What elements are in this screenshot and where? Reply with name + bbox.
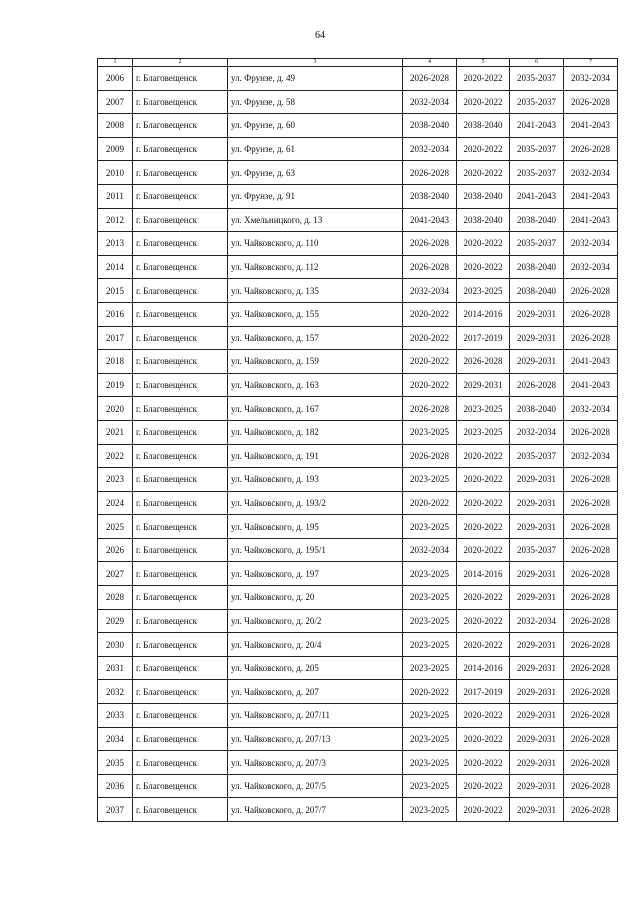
address-cell: ул. Чайковского, д. 159: [228, 350, 403, 374]
period-col-7: 2026-2028: [564, 137, 618, 161]
period-col-4: 2026-2028: [403, 255, 457, 279]
period-col-5: 2023-2025: [457, 279, 510, 303]
address-cell: ул. Чайковского, д. 207/13: [228, 727, 403, 751]
table-row: [98, 255, 618, 279]
table-row: [98, 232, 618, 256]
table-row: [98, 208, 618, 232]
header-col-5: 5: [457, 59, 510, 67]
period-col-4: 2023-2025: [403, 420, 457, 444]
period-col-7: 2041-2043: [564, 350, 618, 374]
period-col-5: 2020-2022: [457, 137, 510, 161]
period-col-4: 2020-2022: [403, 326, 457, 350]
period-col-7: 2026-2028: [564, 90, 618, 114]
row-number: 2008: [98, 114, 133, 138]
period-col-7: 2026-2028: [564, 538, 618, 562]
table-row: [98, 586, 618, 610]
row-number: 2037: [98, 798, 133, 822]
row-number: 2034: [98, 727, 133, 751]
period-col-5: 2020-2022: [457, 798, 510, 822]
address-cell: ул. Чайковского, д. 167: [228, 397, 403, 421]
period-col-6: 2029-2031: [510, 704, 564, 728]
address-cell: ул. Фрунзе, д. 91: [228, 184, 403, 208]
row-number: 2006: [98, 67, 133, 91]
table-row: [98, 515, 618, 539]
city-cell: г. Благовещенск: [133, 656, 228, 680]
period-col-4: 2026-2028: [403, 397, 457, 421]
address-cell: ул. Чайковского, д. 207/5: [228, 774, 403, 798]
period-col-6: 2032-2034: [510, 609, 564, 633]
period-col-4: 2023-2025: [403, 727, 457, 751]
table-body: [98, 67, 618, 822]
city-cell: г. Благовещенск: [133, 279, 228, 303]
period-col-5: 2020-2022: [457, 727, 510, 751]
period-col-4: 2023-2025: [403, 515, 457, 539]
period-col-6: 2035-2037: [510, 444, 564, 468]
period-col-6: 2041-2043: [510, 114, 564, 138]
period-col-4: 2023-2025: [403, 468, 457, 492]
period-col-6: 2029-2031: [510, 751, 564, 775]
period-col-6: 2038-2040: [510, 208, 564, 232]
table-row: [98, 633, 618, 657]
period-col-4: 2023-2025: [403, 798, 457, 822]
period-col-7: 2026-2028: [564, 468, 618, 492]
address-cell: ул. Фрунзе, д. 60: [228, 114, 403, 138]
period-col-4: 2032-2034: [403, 279, 457, 303]
period-col-7: 2041-2043: [564, 208, 618, 232]
table-row: [98, 538, 618, 562]
period-col-7: 2032-2034: [564, 232, 618, 256]
address-cell: ул. Чайковского, д. 155: [228, 302, 403, 326]
row-number: 2011: [98, 184, 133, 208]
period-col-4: 2032-2034: [403, 137, 457, 161]
table-row: [98, 90, 618, 114]
city-cell: г. Благовещенск: [133, 90, 228, 114]
table-row: [98, 491, 618, 515]
city-cell: г. Благовещенск: [133, 350, 228, 374]
period-col-6: 2038-2040: [510, 397, 564, 421]
period-col-5: 2017-2019: [457, 680, 510, 704]
address-cell: ул. Хмельницкого, д. 13: [228, 208, 403, 232]
period-col-6: 2029-2031: [510, 515, 564, 539]
period-col-5: 2023-2025: [457, 397, 510, 421]
period-col-5: 2020-2022: [457, 491, 510, 515]
address-cell: ул. Чайковского, д. 157: [228, 326, 403, 350]
period-col-5: 2020-2022: [457, 90, 510, 114]
city-cell: г. Благовещенск: [133, 373, 228, 397]
row-number: 2036: [98, 774, 133, 798]
period-col-6: 2035-2037: [510, 538, 564, 562]
row-number: 2015: [98, 279, 133, 303]
period-col-4: 2038-2040: [403, 184, 457, 208]
period-col-6: 2029-2031: [510, 562, 564, 586]
row-number: 2024: [98, 491, 133, 515]
page-number: 64: [315, 30, 325, 41]
period-col-7: 2026-2028: [564, 609, 618, 633]
table-row: [98, 137, 618, 161]
period-col-6: 2029-2031: [510, 586, 564, 610]
period-col-5: 2023-2025: [457, 420, 510, 444]
address-cell: ул. Чайковского, д. 112: [228, 255, 403, 279]
period-col-4: 2023-2025: [403, 774, 457, 798]
period-col-4: 2026-2028: [403, 232, 457, 256]
period-col-7: 2032-2034: [564, 255, 618, 279]
table-row: [98, 114, 618, 138]
period-col-6: 2041-2043: [510, 184, 564, 208]
period-col-4: 2032-2034: [403, 538, 457, 562]
address-cell: ул. Фрунзе, д. 58: [228, 90, 403, 114]
city-cell: г. Благовещенск: [133, 586, 228, 610]
period-col-7: 2026-2028: [564, 798, 618, 822]
period-col-6: 2029-2031: [510, 774, 564, 798]
city-cell: г. Благовещенск: [133, 420, 228, 444]
table-row: [98, 350, 618, 374]
period-col-7: 2026-2028: [564, 326, 618, 350]
table-row: [98, 397, 618, 421]
address-cell: ул. Чайковского, д. 195/1: [228, 538, 403, 562]
period-col-7: 2041-2043: [564, 114, 618, 138]
period-col-5: 2020-2022: [457, 633, 510, 657]
address-cell: ул. Чайковского, д. 163: [228, 373, 403, 397]
period-col-6: 2029-2031: [510, 468, 564, 492]
period-col-5: 2038-2040: [457, 208, 510, 232]
address-cell: ул. Чайковского, д. 205: [228, 656, 403, 680]
city-cell: г. Благовещенск: [133, 326, 228, 350]
table-row: [98, 656, 618, 680]
row-number: 2013: [98, 232, 133, 256]
period-col-5: 2038-2040: [457, 184, 510, 208]
row-number: 2017: [98, 326, 133, 350]
period-col-5: 2014-2016: [457, 562, 510, 586]
header-col-3: 3: [228, 59, 403, 67]
header-col-7: 7: [564, 59, 618, 67]
city-cell: г. Благовещенск: [133, 114, 228, 138]
period-col-4: 2023-2025: [403, 704, 457, 728]
city-cell: г. Благовещенск: [133, 727, 228, 751]
row-number: 2016: [98, 302, 133, 326]
period-col-6: 2035-2037: [510, 232, 564, 256]
city-cell: г. Благовещенск: [133, 609, 228, 633]
city-cell: г. Благовещенск: [133, 468, 228, 492]
city-cell: г. Благовещенск: [133, 704, 228, 728]
period-col-6: 2035-2037: [510, 137, 564, 161]
period-col-6: 2029-2031: [510, 491, 564, 515]
period-col-7: 2032-2034: [564, 444, 618, 468]
period-col-5: 2020-2022: [457, 161, 510, 185]
period-col-6: 2038-2040: [510, 279, 564, 303]
period-col-4: 2023-2025: [403, 609, 457, 633]
row-number: 2030: [98, 633, 133, 657]
row-number: 2028: [98, 586, 133, 610]
row-number: 2010: [98, 161, 133, 185]
period-col-6: 2026-2028: [510, 373, 564, 397]
row-number: 2019: [98, 373, 133, 397]
table-header: [98, 59, 618, 67]
table-row: [98, 420, 618, 444]
table-row: [98, 704, 618, 728]
period-col-7: 2026-2028: [564, 279, 618, 303]
row-number: 2021: [98, 420, 133, 444]
table-row: [98, 798, 618, 822]
address-cell: ул. Чайковского, д. 20/4: [228, 633, 403, 657]
row-number: 2027: [98, 562, 133, 586]
header-col-1: 1: [98, 59, 133, 67]
header-col-2: 2: [133, 59, 228, 67]
row-number: 2012: [98, 208, 133, 232]
period-col-4: 2023-2025: [403, 633, 457, 657]
period-col-5: 2017-2019: [457, 326, 510, 350]
table-row: [98, 184, 618, 208]
period-col-6: 2029-2031: [510, 680, 564, 704]
period-col-7: 2026-2028: [564, 633, 618, 657]
table-row: [98, 279, 618, 303]
period-col-4: 2023-2025: [403, 562, 457, 586]
address-cell: ул. Чайковского, д. 20: [228, 586, 403, 610]
period-col-5: 2026-2028: [457, 350, 510, 374]
period-col-7: 2032-2034: [564, 67, 618, 91]
address-cell: ул. Чайковского, д. 195: [228, 515, 403, 539]
city-cell: г. Благовещенск: [133, 232, 228, 256]
row-number: 2029: [98, 609, 133, 633]
period-col-7: 2026-2028: [564, 420, 618, 444]
city-cell: г. Благовещенск: [133, 680, 228, 704]
row-number: 2026: [98, 538, 133, 562]
table-row: [98, 774, 618, 798]
city-cell: г. Благовещенск: [133, 562, 228, 586]
row-number: 2025: [98, 515, 133, 539]
period-col-7: 2026-2028: [564, 515, 618, 539]
period-col-6: 2032-2034: [510, 420, 564, 444]
address-cell: ул. Чайковского, д. 20/2: [228, 609, 403, 633]
registry-table: [97, 58, 618, 822]
period-col-5: 2020-2022: [457, 255, 510, 279]
header-col-6: 6: [510, 59, 564, 67]
table-row: [98, 609, 618, 633]
city-cell: г. Благовещенск: [133, 208, 228, 232]
period-col-6: 2038-2040: [510, 255, 564, 279]
row-number: 2014: [98, 255, 133, 279]
period-col-5: 2020-2022: [457, 751, 510, 775]
address-cell: ул. Чайковского, д. 207: [228, 680, 403, 704]
address-cell: ул. Чайковского, д. 207/11: [228, 704, 403, 728]
row-number: 2023: [98, 468, 133, 492]
row-number: 2009: [98, 137, 133, 161]
period-col-4: 2032-2034: [403, 90, 457, 114]
address-cell: ул. Фрунзе, д. 49: [228, 67, 403, 91]
period-col-6: 2029-2031: [510, 798, 564, 822]
period-col-4: 2023-2025: [403, 656, 457, 680]
period-col-4: 2038-2040: [403, 114, 457, 138]
row-number: 2031: [98, 656, 133, 680]
row-number: 2033: [98, 704, 133, 728]
period-col-6: 2029-2031: [510, 727, 564, 751]
period-col-7: 2026-2028: [564, 680, 618, 704]
city-cell: г. Благовещенск: [133, 161, 228, 185]
period-col-4: 2026-2028: [403, 444, 457, 468]
period-col-5: 2020-2022: [457, 704, 510, 728]
address-cell: ул. Фрунзе, д. 63: [228, 161, 403, 185]
city-cell: г. Благовещенск: [133, 444, 228, 468]
city-cell: г. Благовещенск: [133, 751, 228, 775]
address-cell: ул. Чайковского, д. 182: [228, 420, 403, 444]
table-row: [98, 444, 618, 468]
period-col-6: 2035-2037: [510, 90, 564, 114]
city-cell: г. Благовещенск: [133, 255, 228, 279]
period-col-5: 2038-2040: [457, 114, 510, 138]
city-cell: г. Благовещенск: [133, 774, 228, 798]
row-number: 2022: [98, 444, 133, 468]
period-col-5: 2014-2016: [457, 302, 510, 326]
period-col-5: 2020-2022: [457, 586, 510, 610]
city-cell: г. Благовещенск: [133, 67, 228, 91]
period-col-7: 2041-2043: [564, 184, 618, 208]
address-cell: ул. Чайковского, д. 191: [228, 444, 403, 468]
table-row: [98, 326, 618, 350]
table-row: [98, 373, 618, 397]
header-row: [98, 59, 618, 67]
city-cell: г. Благовещенск: [133, 633, 228, 657]
period-col-6: 2029-2031: [510, 326, 564, 350]
period-col-7: 2026-2028: [564, 586, 618, 610]
address-cell: ул. Чайковского, д. 193: [228, 468, 403, 492]
address-cell: ул. Чайковского, д. 197: [228, 562, 403, 586]
period-col-7: 2026-2028: [564, 491, 618, 515]
period-col-6: 2035-2037: [510, 161, 564, 185]
period-col-6: 2029-2031: [510, 656, 564, 680]
city-cell: г. Благовещенск: [133, 538, 228, 562]
row-number: 2020: [98, 397, 133, 421]
period-col-7: 2026-2028: [564, 751, 618, 775]
period-col-5: 2020-2022: [457, 67, 510, 91]
table-row: [98, 67, 618, 91]
period-col-4: 2026-2028: [403, 67, 457, 91]
period-col-4: 2020-2022: [403, 350, 457, 374]
period-col-4: 2020-2022: [403, 680, 457, 704]
period-col-7: 2026-2028: [564, 656, 618, 680]
table-row: [98, 562, 618, 586]
city-cell: г. Благовещенск: [133, 302, 228, 326]
period-col-5: 2014-2016: [457, 656, 510, 680]
city-cell: г. Благовещенск: [133, 515, 228, 539]
table-row: [98, 468, 618, 492]
period-col-5: 2029-2031: [457, 373, 510, 397]
table-row: [98, 727, 618, 751]
city-cell: г. Благовещенск: [133, 137, 228, 161]
period-col-6: 2035-2037: [510, 67, 564, 91]
address-cell: ул. Фрунзе, д. 61: [228, 137, 403, 161]
row-number: 2035: [98, 751, 133, 775]
period-col-5: 2020-2022: [457, 774, 510, 798]
table-row: [98, 751, 618, 775]
period-col-5: 2020-2022: [457, 444, 510, 468]
period-col-4: 2026-2028: [403, 161, 457, 185]
period-col-7: 2032-2034: [564, 397, 618, 421]
city-cell: г. Благовещенск: [133, 491, 228, 515]
city-cell: г. Благовещенск: [133, 798, 228, 822]
period-col-5: 2020-2022: [457, 468, 510, 492]
period-col-6: 2029-2031: [510, 633, 564, 657]
period-col-7: 2026-2028: [564, 302, 618, 326]
row-number: 2007: [98, 90, 133, 114]
period-col-4: 2020-2022: [403, 373, 457, 397]
table-row: [98, 680, 618, 704]
period-col-5: 2020-2022: [457, 609, 510, 633]
table-row: [98, 302, 618, 326]
table-row: [98, 161, 618, 185]
period-col-4: 2020-2022: [403, 491, 457, 515]
period-col-7: 2026-2028: [564, 704, 618, 728]
period-col-5: 2020-2022: [457, 232, 510, 256]
period-col-6: 2029-2031: [510, 302, 564, 326]
period-col-5: 2020-2022: [457, 538, 510, 562]
period-col-4: 2023-2025: [403, 586, 457, 610]
period-col-7: 2026-2028: [564, 562, 618, 586]
address-cell: ул. Чайковского, д. 207/7: [228, 798, 403, 822]
address-cell: ул. Чайковского, д. 193/2: [228, 491, 403, 515]
period-col-6: 2029-2031: [510, 350, 564, 374]
city-cell: г. Благовещенск: [133, 397, 228, 421]
period-col-7: 2026-2028: [564, 727, 618, 751]
address-cell: ул. Чайковского, д. 135: [228, 279, 403, 303]
city-cell: г. Благовещенск: [133, 184, 228, 208]
period-col-4: 2023-2025: [403, 751, 457, 775]
period-col-7: 2041-2043: [564, 373, 618, 397]
address-cell: ул. Чайковского, д. 110: [228, 232, 403, 256]
period-col-4: 2020-2022: [403, 302, 457, 326]
address-cell: ул. Чайковского, д. 207/3: [228, 751, 403, 775]
period-col-7: 2032-2034: [564, 161, 618, 185]
row-number: 2018: [98, 350, 133, 374]
period-col-5: 2020-2022: [457, 515, 510, 539]
period-col-4: 2041-2043: [403, 208, 457, 232]
period-col-7: 2026-2028: [564, 774, 618, 798]
header-col-4: 4: [403, 59, 457, 67]
row-number: 2032: [98, 680, 133, 704]
